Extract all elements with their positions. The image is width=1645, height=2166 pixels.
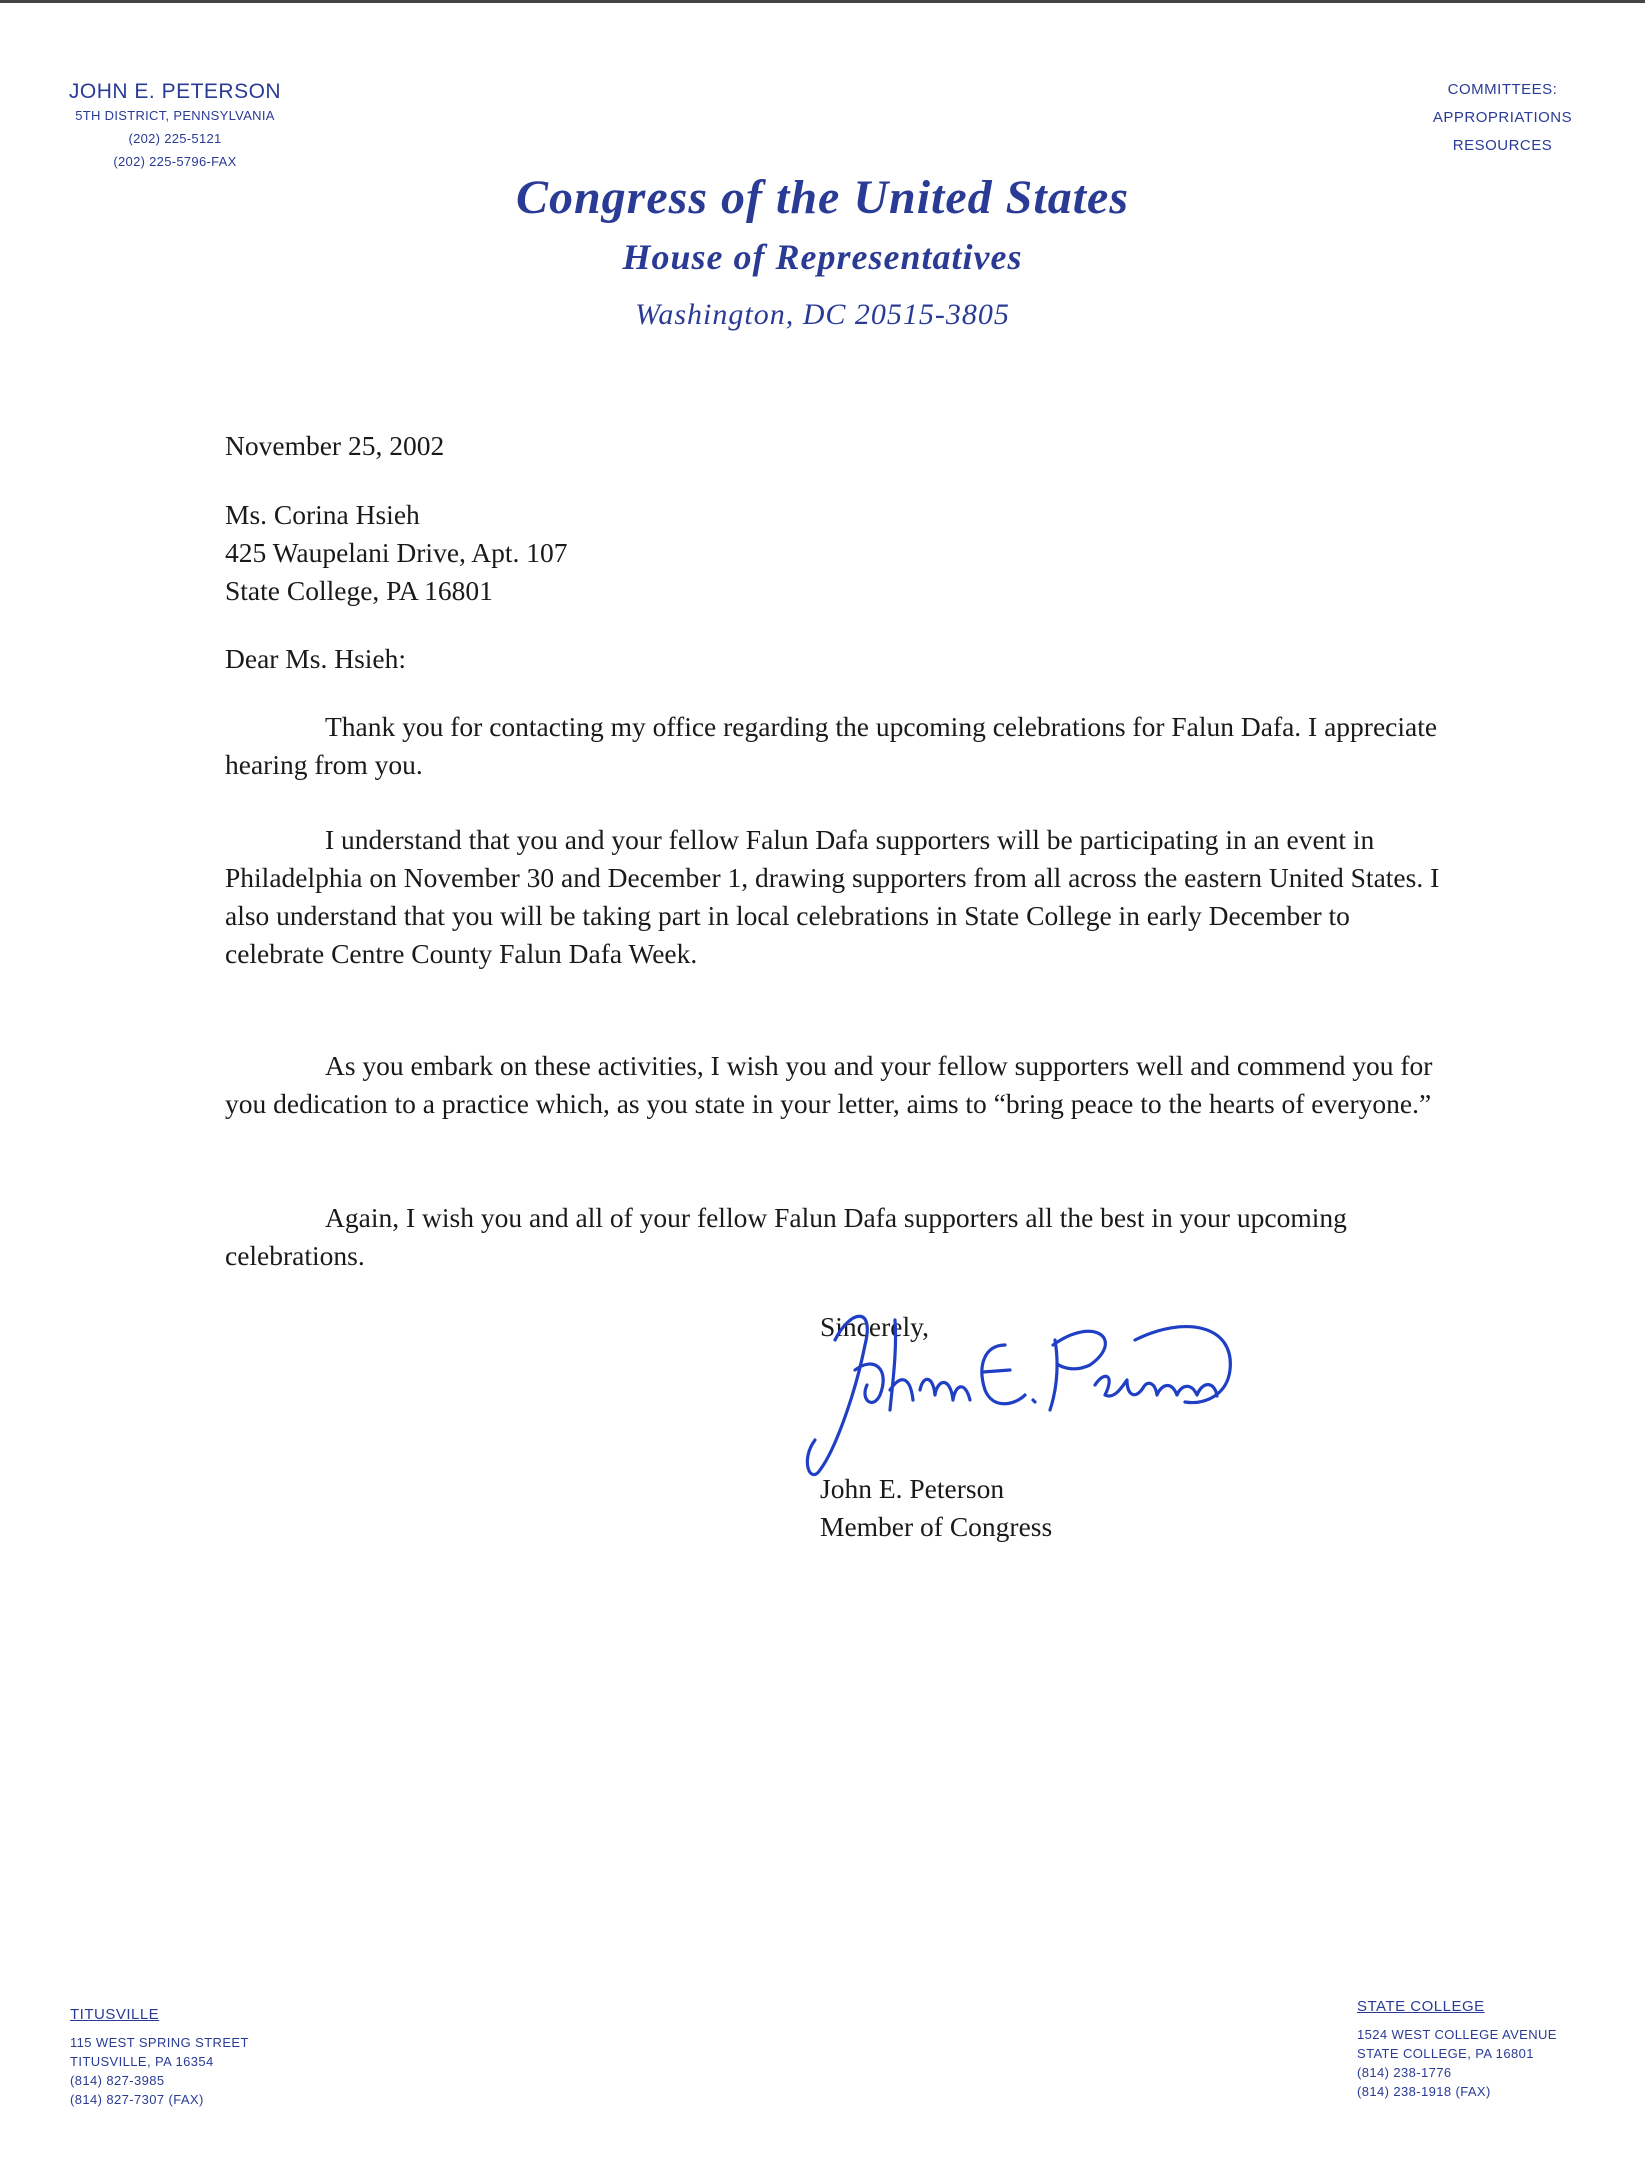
letterhead-subtitle: House of Representatives bbox=[622, 237, 1023, 277]
office-street: 1524 WEST COLLEGE AVENUE bbox=[1357, 2027, 1557, 2042]
district: 5TH DISTRICT, PENNSYLVANIA bbox=[75, 108, 275, 123]
recipient-name: Ms. Corina Hsieh bbox=[225, 499, 420, 530]
office-city: STATE COLLEGE, PA 16801 bbox=[1357, 2046, 1534, 2061]
member-name: JOHN E. PETERSON bbox=[68, 80, 282, 103]
letterhead-address: Washington, DC 20515-3805 bbox=[635, 298, 1010, 331]
office-phone: (814) 827-3985 bbox=[70, 2073, 165, 2088]
letter-date: November 25, 2002 bbox=[225, 430, 445, 461]
letter-paragraph bbox=[225, 1047, 1445, 1123]
signer-title: Member of Congress bbox=[820, 1511, 1053, 1542]
letterhead-right bbox=[1395, 76, 1610, 160]
footer-titusville-office bbox=[70, 2005, 249, 2109]
office-fax: (814) 827-7307 (FAX) bbox=[70, 2092, 204, 2107]
phone: (202) 225-5121 bbox=[128, 131, 222, 146]
letterhead-left bbox=[60, 80, 290, 173]
paragraph-2: I understand that you and your fellow Falun Dafa supporters will be participating in an event in Philadelphia on November 30 and December 1, drawing supporters from all across the eastern United States. I also understand that you will be taking part in local celebrations in State College in early December to celebrate Centre County Falun Dafa Week. bbox=[225, 824, 1440, 969]
letterhead-title: Congress of the United States bbox=[515, 171, 1130, 224]
committees-label: COMMITTEES: bbox=[1447, 81, 1558, 98]
recipient-address bbox=[225, 496, 1445, 610]
office-city: TITUSVILLE, PA 16354 bbox=[70, 2054, 214, 2069]
committee-appropriations: APPROPRIATIONS bbox=[1432, 109, 1573, 126]
committee-resources: RESOURCES bbox=[1452, 137, 1553, 154]
office-heading: STATE COLLEGE bbox=[1357, 1998, 1485, 2015]
recipient-city: State College, PA 16801 bbox=[225, 575, 493, 606]
paragraph-1: Thank you for contacting my office regarding the upcoming celebrations for Falun Dafa. I appreciate hearing from you. bbox=[225, 711, 1438, 780]
recipient-street: 425 Waupelani Drive, Apt. 107 bbox=[225, 537, 568, 568]
office-heading: TITUSVILLE bbox=[70, 2006, 160, 2023]
office-phone: (814) 238-1776 bbox=[1357, 2065, 1452, 2080]
signature-block bbox=[820, 1470, 1052, 1546]
paragraph-3: As you embark on these activities, I wish you and your fellow supporters well and commend you for you dedication to a practice which, as you state in your letter, aims to “bring peace to the hearts of everyone.” bbox=[225, 1050, 1433, 1119]
closing: Sincerely, bbox=[820, 1311, 929, 1342]
top-edge-rule bbox=[0, 0, 1645, 3]
office-fax: (814) 238-1918 (FAX) bbox=[1357, 2084, 1491, 2099]
signature-image bbox=[805, 1300, 1245, 1490]
salutation: Dear Ms. Hsieh: bbox=[225, 643, 407, 674]
office-street: 115 WEST SPRING STREET bbox=[70, 2035, 249, 2050]
letter-paragraph bbox=[225, 821, 1445, 973]
paragraph-4: Again, I wish you and all of your fellow Falun Dafa supporters all the best in your upcoming celebrations. bbox=[225, 1202, 1347, 1271]
fax: (202) 225-5796-FAX bbox=[113, 154, 237, 169]
signer-name: John E. Peterson bbox=[820, 1473, 1005, 1504]
letter-paragraph bbox=[225, 1199, 1445, 1275]
footer-state-college-office bbox=[1357, 1997, 1557, 2101]
letter-paragraph bbox=[225, 708, 1445, 784]
